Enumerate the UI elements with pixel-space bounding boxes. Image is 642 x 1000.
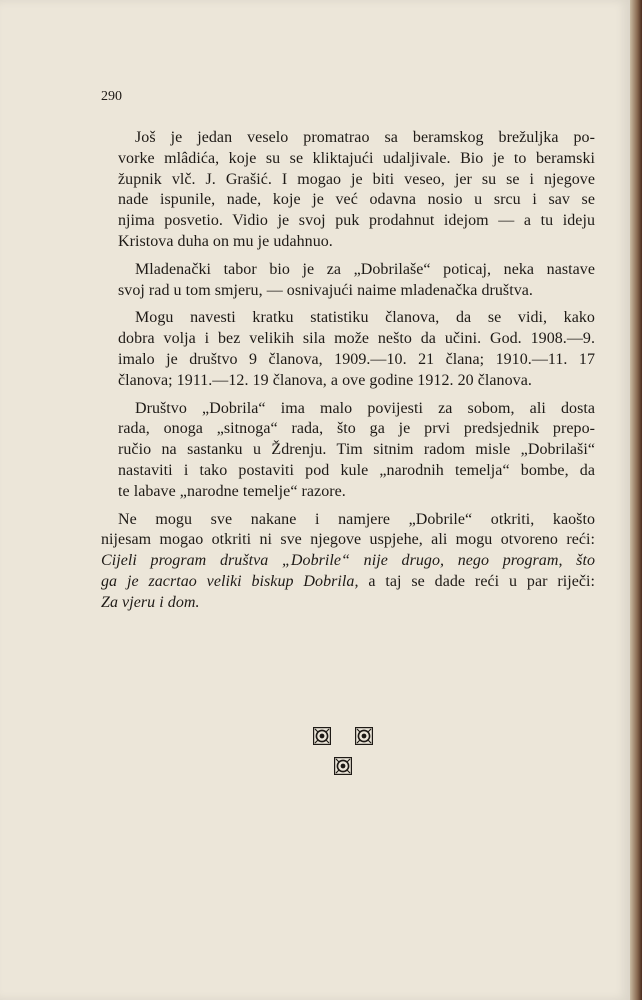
mixed-text-line (101, 572, 595, 593)
text-line: dobra volja i bez velikih sila može nešto da učini. God. 1908.—9. (118, 330, 595, 348)
printer-ornament-icon (313, 727, 331, 745)
paragraph-3 (101, 308, 595, 391)
italic-text: ga je zacrtao veliki biskup Dobrila, (101, 572, 359, 590)
text-line: članova; 1911.—12. 19 članova, a ove godine 1912. 20 članova. (118, 371, 532, 389)
page-edge (630, 0, 642, 1000)
text-line: župnik vlč. J. Grašić. I mogao je biti veseo, jer su se i njegove (118, 170, 595, 188)
paragraph-5 (101, 510, 595, 614)
text-line: Još je jedan veselo promatrao sa beramskog brežuljka po- (135, 129, 595, 146)
plain-text: a taj se dade reći u par riječi: (358, 572, 595, 590)
show-through-text (96, 670, 596, 699)
text-line: rada, onoga „sitnoga“ rada, što ga je prvi predsjednik prepo- (118, 420, 595, 438)
text-line: nijesam mogao otkriti ni sve njegove uspjehe, ali mogu otvoreno reći: (101, 531, 595, 549)
text-line: te labave „narodne temelje“ razore. (118, 482, 346, 500)
body-text (101, 128, 595, 614)
paragraph-2 (101, 260, 595, 302)
text-line: imalo je društvo 9 članova, 1909.—10. 21 člana; 1910.—11. 17 (118, 350, 595, 368)
paragraph-4 (101, 399, 595, 503)
text-line: Mladenački tabor bio je za „Dobrilaše“ poticaj, neka nastave (135, 260, 595, 278)
text-line: Kristova duha on mu je udahnuo. (118, 232, 333, 250)
text-line: nade ispunile, nade, koje je već odavna nosio u srcu i sav se (118, 191, 595, 209)
text-line: Društvo „Dobrila“ ima malo povijesti za sobom, ali dosta (135, 399, 595, 417)
text-line: svoj rad u tom smjeru, — osnivajući naime mladenačka društva. (118, 281, 533, 299)
italic-text-line: Cijeli program društva „Dobrile“ nije drugo, nego program, što (101, 552, 595, 570)
text-line: nastaviti i tako postaviti pod kule „narodnih temelja“ bombe, da (118, 461, 595, 479)
text-line: Ne mogu sve nakane i namjere „Dobrile“ otkriti, kaošto (118, 510, 595, 528)
italic-text-line: Za vjeru i dom. (101, 593, 200, 611)
printer-ornament-icon (355, 727, 373, 745)
printer-ornament-icon (334, 757, 352, 775)
text-line: njima posvetio. Vidio je svoj puk prodahnut idejom — a tu ideju (118, 212, 595, 230)
paragraph-1 (101, 128, 595, 253)
text-line: Mogu navesti kratku statistiku članova, da se vidi, kako (135, 309, 595, 327)
text-line: vorke mlâdića, koje su se kliktajući udaljivale. Bio je to beramski (118, 149, 595, 167)
page-number: 290 (101, 89, 122, 104)
text-line: ručio na sastanku u Ždrenju. Tim sitnim radom misle „Dobrilaši“ (118, 441, 595, 459)
